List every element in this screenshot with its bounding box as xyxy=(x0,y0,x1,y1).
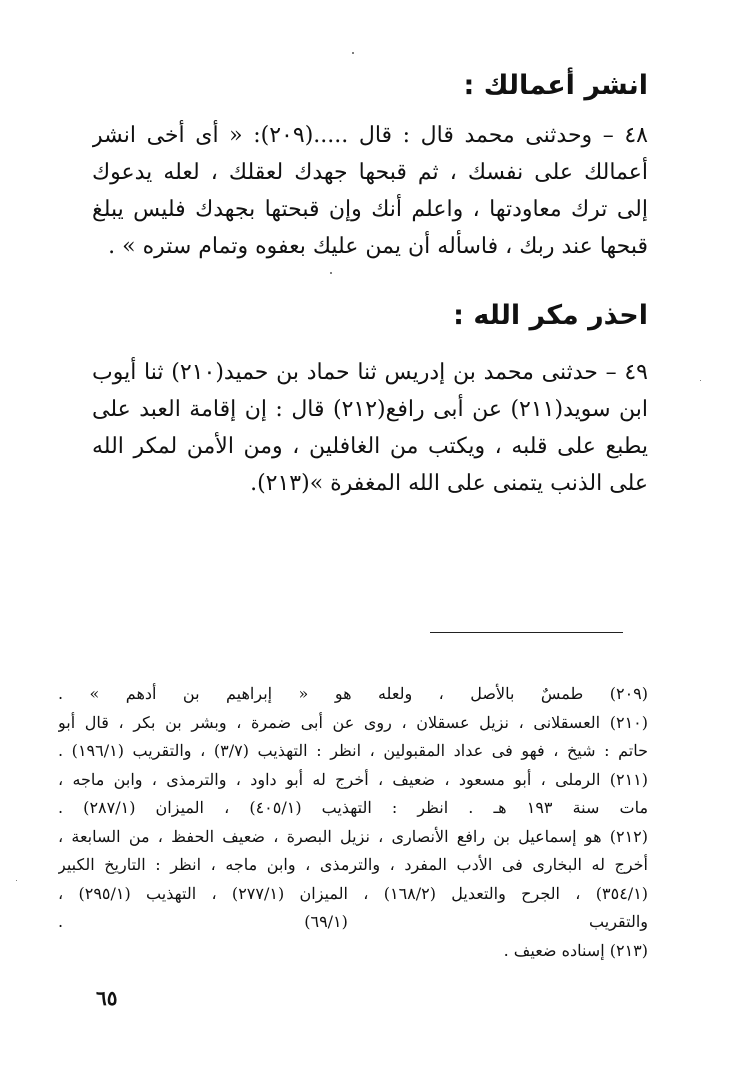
section-heading-publish-deeds: انشر أعمالك : xyxy=(463,70,648,101)
scan-speck xyxy=(700,380,701,381)
paragraph-line: ابن سويد(٢١١) عن أبى رافع(٢١٢) قال : إن إقامة العبد على xyxy=(92,397,648,422)
paragraph-line: على الذنب يتمنى على الله المغفرة »(٢١٣). xyxy=(250,471,648,496)
scan-speck xyxy=(352,52,354,54)
footnote-line: (٢١٢) هو إسماعيل بن رافع الأنصارى ، نزيل البصرة ، ضعيف الحفظ ، من السابعة ، xyxy=(58,826,648,846)
footnote-divider xyxy=(430,632,623,633)
footnote-line: (٢٠٩) طمسٌ بالأصل ، ولعله هو « إبراهيم بن أدهم » . xyxy=(58,684,648,703)
paragraph-48 xyxy=(92,117,648,265)
footnote-line: والتقريب (٦٩/١) . xyxy=(58,912,648,931)
footnote-line: (٢١١) الرملى ، أبو مسعود ، ضعيف ، أخرج له أبو داود ، والترمذى ، وابن ماجه ، xyxy=(58,769,648,789)
footnote-line: (٣٥٤/١) ، الجرح والتعديل (١٦٨/٢) ، الميزان (٢٧٧/١) ، التهذيب (٢٩٥/١) ، xyxy=(58,883,648,903)
section-heading-beware: احذر مكر الله : xyxy=(453,300,648,331)
footnote-line: (٢١٣) إسناده ضعيف . xyxy=(503,940,648,960)
footnote-line: (٢١٠) العسقلانى ، نزيل عسقلان ، روى عن أبى ضمرة ، وبشر بن بكر ، قال أبو xyxy=(58,712,648,732)
page-number: ٦٥ xyxy=(96,986,118,1010)
paragraph-line: يطبع على قلبه ، ويكتب من الغافلين ، ومن الأمن لمكر الله xyxy=(92,434,648,459)
footnote-line: أخرج له البخارى فى الأدب المفرد ، والترمذى ، وابن ماجه ، انظر : التاريخ الكبير xyxy=(58,855,648,874)
scan-speck xyxy=(330,272,332,274)
paragraph-line: قبحها عند ربك ، فاسأله أن يمن عليك بعفوه وتمام ستره » . xyxy=(108,234,648,259)
footnote-line: حاتم : شيخ ، فهو فى عداد المقبولين ، انظر : التهذيب (٣/٧) ، والتقريب (١٩٦/١) . xyxy=(58,741,648,760)
scan-speck xyxy=(16,880,17,881)
footnote-line: مات سنة ١٩٣ هـ . انظر : التهذيب (٤٠٥/١) ، الميزان (٢٨٧/١) . xyxy=(58,798,648,817)
paragraph-line: ٤٩ – حدثنى محمد بن إدريس ثنا حماد بن حميد(٢١٠) ثنا أيوب xyxy=(92,360,648,385)
paragraph-49 xyxy=(92,354,648,502)
paragraph-line: أعمالك على نفسك ، ثم قبحها جهدك لعقلك ، لعله يدعوك xyxy=(92,160,648,185)
footnotes xyxy=(58,680,648,965)
paragraph-line: إلى ترك معاودتها ، واعلم أنك وإن قبحتها بجهدك فليس يبلغ xyxy=(92,197,648,222)
paragraph-line: ٤٨ – وحدثنى محمد قال : قال .....(٢٠٩): « أى أخى انشر xyxy=(92,123,648,148)
